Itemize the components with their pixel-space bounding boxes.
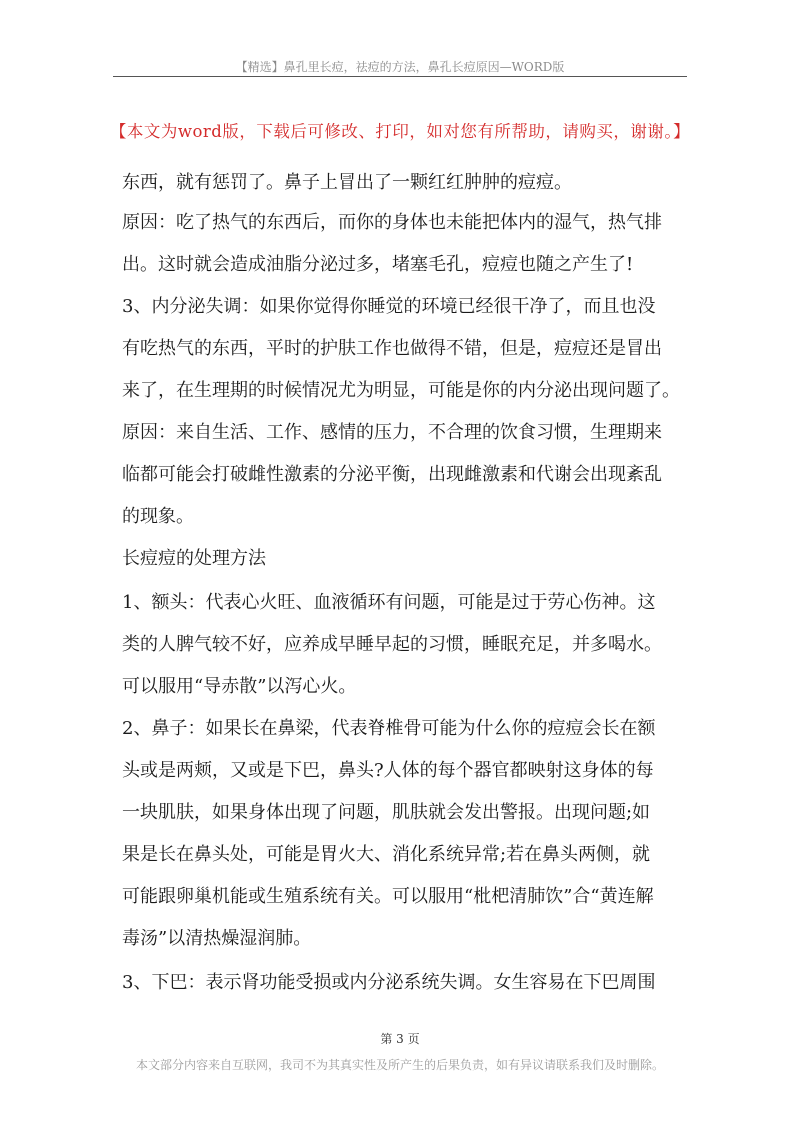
paragraph-line: 头或是两颊，又或是下巴，鼻头?人体的每个器官都映射这身体的每	[122, 760, 654, 781]
page-footer: 本文部分内容来自互联网，我司不为其真实性及所产生的后果负责，如有异议请联系我们及时删除。	[135, 1058, 664, 1072]
paragraph-line: 可以服用“导赤散”以泻心火。	[122, 676, 357, 697]
header-divider	[113, 76, 687, 77]
paragraph-line: 出。这时就会造成油脂分泌过多，堵塞毛孔，痘痘也随之产生了!	[122, 254, 634, 275]
paragraph-line: 类的人脾气较不好，应养成早睡早起的习惯，睡眠充足，并多喝水。	[122, 634, 662, 655]
page-header: 【精选】鼻孔里长痘，祛痘的方法，鼻孔长痘原因—WORD版	[235, 60, 565, 74]
paragraph-line: 原因：吃了热气的东西后，而你的身体也未能把体内的湿气，热气排	[122, 212, 662, 233]
paragraph-line: 临都可能会打破雌性激素的分泌平衡，出现雌激素和代谢会出现紊乱	[122, 464, 662, 485]
paragraph-line: 可能跟卵巢机能或生殖系统有关。可以服用“枇杷清肺饮”合“黄连解	[122, 886, 654, 907]
paragraph-line: 毒汤”以清热燥湿润肺。	[122, 928, 312, 949]
paragraph-line: 3、下巴：表示肾功能受损或内分泌系统失调。女生容易在下巴周围	[122, 972, 656, 993]
paragraph-line: 3、内分泌失调：如果你觉得你睡觉的环境已经很干净了，而且也没	[122, 296, 656, 317]
paragraph-line: 东西，就有惩罚了。鼻子上冒出了一颗红红肿肿的痘痘。	[122, 172, 572, 193]
section-heading: 长痘痘的处理方法	[122, 548, 266, 569]
paragraph-line: 2、鼻子：如果长在鼻梁，代表脊椎骨可能为什么你的痘痘会长在额	[122, 718, 656, 739]
paragraph-line: 一块肌肤，如果身体出现了问题，肌肤就会发出警报。出现问题;如	[122, 802, 651, 823]
red-notice: 【本文为word版，下载后可修改、打印，如对您有所帮助，请购买，谢谢。】	[109, 122, 691, 141]
paragraph-line: 原因：来自生活、工作、感情的压力，不合理的饮食习惯，生理期来	[122, 422, 662, 443]
page-number: 第 3 页	[380, 1032, 420, 1046]
paragraph-line: 果是长在鼻头处，可能是胃火大、消化系统异常;若在鼻头两侧，就	[122, 844, 651, 865]
paragraph-line: 有吃热气的东西，平时的护肤工作也做得不错，但是，痘痘还是冒出	[122, 338, 662, 359]
paragraph-line: 1、额头：代表心火旺、血液循环有问题，可能是过于劳心伤神。这	[122, 592, 656, 613]
paragraph-line: 来了，在生理期的时候情况尤为明显，可能是你的内分泌出现问题了。	[122, 380, 680, 401]
paragraph-line: 的现象。	[122, 506, 194, 527]
